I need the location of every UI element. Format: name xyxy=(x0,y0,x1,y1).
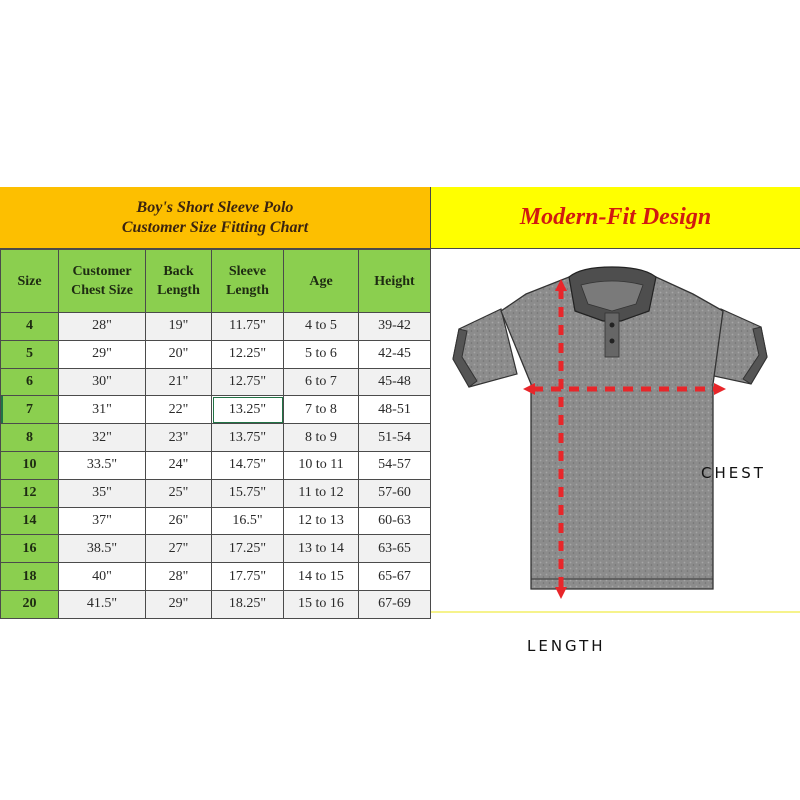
cell-size: 16 xyxy=(1,535,59,563)
table-row xyxy=(1,479,431,507)
title-line-1: Boy's Short Sleeve Polo xyxy=(136,198,294,216)
cell-sleeve-length: 15.75" xyxy=(212,479,284,507)
header-height: Height xyxy=(359,250,431,313)
table-row xyxy=(1,535,431,563)
table-row xyxy=(1,424,431,452)
table-row xyxy=(1,396,431,424)
size-chart-title xyxy=(0,187,430,249)
header-sleeve-length: Sleeve Length xyxy=(212,250,284,313)
cell-back-length: 20" xyxy=(146,340,212,368)
cell-height: 57-60 xyxy=(359,479,431,507)
cell-chest: 40" xyxy=(59,563,146,591)
cell-size: 10 xyxy=(1,451,59,479)
cell-height: 67-69 xyxy=(359,590,431,618)
cell-chest: 31" xyxy=(59,396,146,424)
header-size: Size xyxy=(1,250,59,313)
cell-chest: 32" xyxy=(59,424,146,452)
cell-back-length: 26" xyxy=(146,507,212,535)
cell-back-length: 27" xyxy=(146,535,212,563)
cell-age: 6 to 7 xyxy=(284,368,359,396)
cell-height: 65-67 xyxy=(359,563,431,591)
size-table xyxy=(0,249,431,619)
cell-height: 42-45 xyxy=(359,340,431,368)
cell-chest: 28" xyxy=(59,313,146,341)
cell-back-length: 21" xyxy=(146,368,212,396)
cell-sleeve-length: 14.75" xyxy=(212,451,284,479)
cell-size: 6 xyxy=(1,368,59,396)
cell-sleeve-length: 17.25" xyxy=(212,535,284,563)
design-title: Modern-Fit Design xyxy=(431,187,800,249)
title-line-2: Customer Size Fitting Chart xyxy=(121,218,309,236)
size-chart-graphic xyxy=(0,187,800,655)
header-age: Age xyxy=(284,250,359,313)
cell-chest: 30" xyxy=(59,368,146,396)
cell-sleeve-length: 18.25" xyxy=(212,590,284,618)
cell-sleeve-length: 13.25" xyxy=(212,396,284,424)
cell-size: 5 xyxy=(1,340,59,368)
cell-age: 13 to 14 xyxy=(284,535,359,563)
cell-height: 48-51 xyxy=(359,396,431,424)
table-row xyxy=(1,368,431,396)
cell-height: 45-48 xyxy=(359,368,431,396)
cell-chest: 38.5" xyxy=(59,535,146,563)
cell-chest: 35" xyxy=(59,479,146,507)
cell-back-length: 29" xyxy=(146,590,212,618)
cell-back-length: 23" xyxy=(146,424,212,452)
cell-size: 8 xyxy=(1,424,59,452)
cell-chest: 41.5" xyxy=(59,590,146,618)
cell-size: 18 xyxy=(1,563,59,591)
table-row xyxy=(1,590,431,618)
cell-chest: 33.5" xyxy=(59,451,146,479)
cell-age: 10 to 11 xyxy=(284,451,359,479)
chest-label: CHEST xyxy=(701,464,766,482)
shirt-illustration xyxy=(431,249,800,655)
cell-size: 20 xyxy=(1,590,59,618)
cell-height: 63-65 xyxy=(359,535,431,563)
cell-age: 4 to 5 xyxy=(284,313,359,341)
cell-size: 12 xyxy=(1,479,59,507)
cell-back-length: 24" xyxy=(146,451,212,479)
cell-back-length: 28" xyxy=(146,563,212,591)
length-label: LENGTH xyxy=(527,637,606,655)
cell-height: 54-57 xyxy=(359,451,431,479)
design-panel xyxy=(430,187,800,655)
cell-age: 14 to 15 xyxy=(284,563,359,591)
header-chest: Customer Chest Size xyxy=(59,250,146,313)
cell-age: 11 to 12 xyxy=(284,479,359,507)
polo-shirt-icon xyxy=(431,249,800,611)
size-table-panel xyxy=(0,187,430,613)
cell-back-length: 25" xyxy=(146,479,212,507)
cell-sleeve-length: 12.25" xyxy=(212,340,284,368)
cell-chest: 37" xyxy=(59,507,146,535)
cell-size: 7 xyxy=(1,396,59,424)
cell-sleeve-length: 17.75" xyxy=(212,563,284,591)
cell-height: 51-54 xyxy=(359,424,431,452)
table-row xyxy=(1,507,431,535)
cell-height: 60-63 xyxy=(359,507,431,535)
cell-sleeve-length: 11.75" xyxy=(212,313,284,341)
table-row xyxy=(1,340,431,368)
cell-height: 39-42 xyxy=(359,313,431,341)
cell-size: 4 xyxy=(1,313,59,341)
cell-back-length: 19" xyxy=(146,313,212,341)
cell-sleeve-length: 13.75" xyxy=(212,424,284,452)
cell-age: 5 to 6 xyxy=(284,340,359,368)
table-row xyxy=(1,563,431,591)
cell-size: 14 xyxy=(1,507,59,535)
cell-age: 15 to 16 xyxy=(284,590,359,618)
cell-age: 12 to 13 xyxy=(284,507,359,535)
cell-sleeve-length: 16.5" xyxy=(212,507,284,535)
header-back-length: Back Length xyxy=(146,250,212,313)
table-row xyxy=(1,451,431,479)
cell-age: 7 to 8 xyxy=(284,396,359,424)
header-row xyxy=(1,250,431,313)
table-row xyxy=(1,313,431,341)
cell-sleeve-length: 12.75" xyxy=(212,368,284,396)
cell-chest: 29" xyxy=(59,340,146,368)
cell-back-length: 22" xyxy=(146,396,212,424)
cell-age: 8 to 9 xyxy=(284,424,359,452)
